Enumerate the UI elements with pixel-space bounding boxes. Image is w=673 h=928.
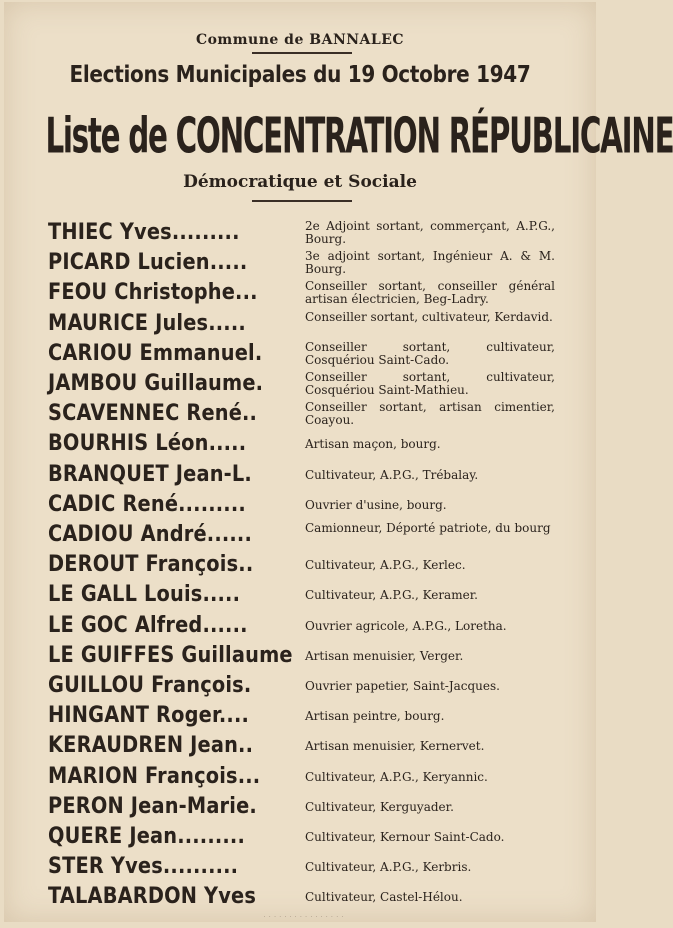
candidate-name: LE GALL Louis..... xyxy=(48,582,241,608)
candidate-description: Artisan peintre, bourg. xyxy=(305,709,445,724)
candidate-row xyxy=(4,520,596,550)
candidate-name: BRANQUET Jean-L. xyxy=(48,461,252,487)
candidate-row xyxy=(4,278,596,308)
candidate-name: THIEC Yves......... xyxy=(48,220,240,245)
candidate-name: FEOU Christophe... xyxy=(48,280,258,306)
candidate-description: Ouvrier agricole, A.P.G., Loretha. xyxy=(305,618,507,633)
candidate-row xyxy=(4,218,596,248)
candidate-description: Artisan menuisier, Kernervet. xyxy=(305,739,485,754)
candidate-name: LE GOC Alfred...... xyxy=(48,612,248,638)
candidate-row xyxy=(4,550,596,580)
commune-heading: Commune de BANNALEC xyxy=(195,32,405,48)
candidate-description: Camionneur, Déporté patriote, du bourg xyxy=(305,521,551,535)
list-title: Liste de CONCENTRATION RÉPUBLICAINE xyxy=(45,107,673,165)
candidate-row xyxy=(4,792,596,822)
candidate-description: Conseiller sortant, cultivateur, Kerdavid. xyxy=(305,309,553,324)
candidate-description: Artisan maçon, bourg. xyxy=(305,437,441,452)
candidate-name: KERAUDREN Jean.. xyxy=(48,733,254,759)
candidate-row xyxy=(4,671,596,701)
candidate-name: DEROUT François.. xyxy=(48,552,254,578)
candidate-row xyxy=(4,460,596,490)
candidate-description: Cultivateur, Castel-Hélou. xyxy=(305,890,463,905)
candidate-name: SCAVENNEC René.. xyxy=(48,401,258,427)
candidate-description: Conseiller sortant, cultivateur, Cosquériou Saint-Cado. xyxy=(305,339,555,367)
candidate-row xyxy=(4,641,596,671)
candidate-row xyxy=(4,882,596,912)
candidate-description: Ouvrier papetier, Saint-Jacques. xyxy=(305,679,500,693)
candidate-row xyxy=(4,611,596,641)
candidate-name: JAMBOU Guillaume. xyxy=(48,371,264,396)
candidate-row xyxy=(4,580,596,610)
candidate-description: Cultivateur, A.P.G., Keryannic. xyxy=(305,769,488,784)
candidate-name: BOURHIS Léon..... xyxy=(48,431,247,457)
candidate-name: LE GUIFFES Guillaume xyxy=(48,642,293,668)
candidate-row xyxy=(4,701,596,731)
candidate-row xyxy=(4,309,596,339)
candidate-name: PERON Jean-Marie. xyxy=(48,793,257,819)
candidate-description: Cultivateur, A.P.G., Kerbris. xyxy=(305,860,472,875)
candidate-description: Conseiller sortant, artisan cimentier, Coayou. xyxy=(305,400,555,428)
divider-top xyxy=(252,52,352,54)
candidate-row xyxy=(4,822,596,852)
candidate-name: CADIC René......... xyxy=(48,491,246,517)
candidate-description: Cultivateur, Kerguyader. xyxy=(305,799,454,814)
candidate-row xyxy=(4,248,596,278)
candidate-row xyxy=(4,429,596,459)
candidate-row xyxy=(4,731,596,761)
candidate-name: QUERE Jean......... xyxy=(48,824,245,849)
printer-mark: · · · · · · · · · · · · · · · · xyxy=(263,914,345,920)
candidate-name: CARIOU Emmanuel. xyxy=(48,340,263,366)
candidate-description: Cultivateur, A.P.G., Keramer. xyxy=(305,588,478,603)
candidate-name: CADIOU André...... xyxy=(48,522,252,547)
candidate-name: PICARD Lucien..... xyxy=(48,250,248,276)
divider-bottom xyxy=(252,200,352,202)
candidate-name: MARION François... xyxy=(48,763,261,789)
candidate-row xyxy=(4,490,596,520)
candidate-row xyxy=(4,762,596,792)
candidate-description: Conseiller sortant, conseiller général artisan électricien, Beg-Ladry. xyxy=(305,279,555,307)
election-poster xyxy=(4,2,673,922)
candidate-description: Cultivateur, A.P.G., Trébalay. xyxy=(305,467,479,482)
candidate-row xyxy=(4,339,596,369)
candidate-description: Ouvrier d'usine, bourg. xyxy=(305,497,447,512)
candidate-description: 2e Adjoint sortant, commerçant, A.P.G., Bourg. xyxy=(305,219,555,246)
list-subtitle: Démocratique et Sociale xyxy=(183,172,417,192)
candidate-description: Cultivateur, A.P.G., Kerlec. xyxy=(305,558,466,573)
candidate-row xyxy=(4,399,596,429)
elections-heading: Elections Municipales du 19 Octobre 1947 xyxy=(69,60,531,88)
candidate-name: HINGANT Roger.... xyxy=(48,703,250,729)
candidate-name: TALABARDON Yves xyxy=(48,884,257,910)
candidate-description: Cultivateur, Kernour Saint-Cado. xyxy=(305,830,505,844)
candidate-description: Artisan menuisier, Verger. xyxy=(305,648,464,663)
candidate-name: GUILLOU François. xyxy=(48,673,252,698)
candidate-description: 3e adjoint sortant, Ingénieur A. & M. Bourg. xyxy=(305,249,555,277)
candidate-row xyxy=(4,852,596,882)
candidate-row xyxy=(4,369,596,399)
candidate-name: STER Yves.......... xyxy=(48,854,239,880)
candidate-name: MAURICE Jules..... xyxy=(48,310,246,336)
candidate-description: Conseiller sortant, cultivateur, Cosquériou Saint-Mathieu. xyxy=(305,370,555,397)
